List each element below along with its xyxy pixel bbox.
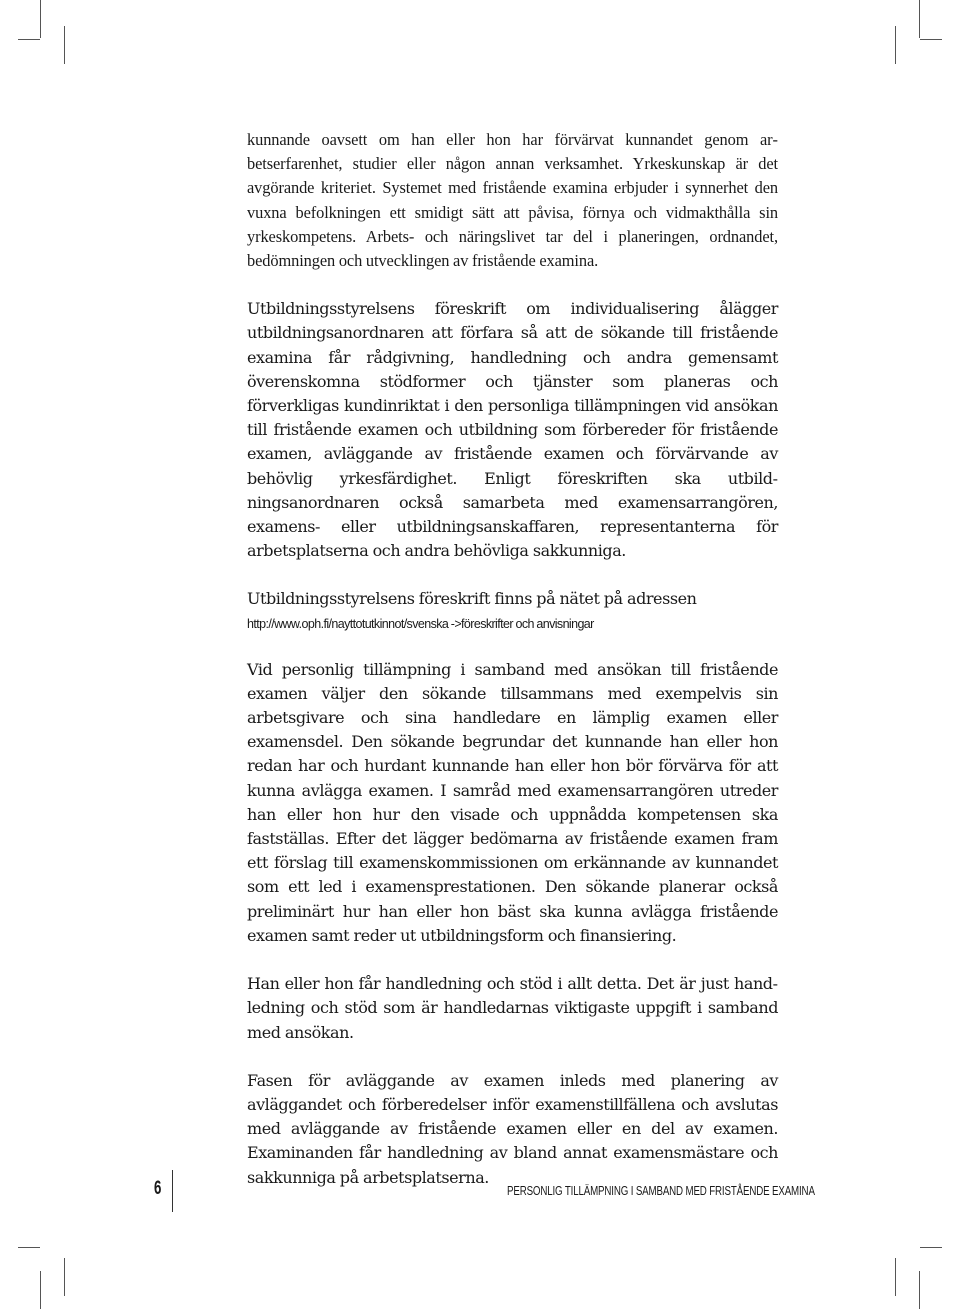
url-block — [247, 587, 778, 633]
page-body — [247, 128, 778, 1214]
crop-mark-bottom-left-vertical — [40, 1271, 41, 1309]
crop-mark-bottom-left-horizontal — [18, 1247, 40, 1248]
crop-mark-top-left-vertical-inner — [64, 26, 65, 64]
paragraph-regulation: Utbildningsstyrelsens föreskrift om individualisering ålägger utbildningsanordnaren att förfara så att de sökande till fristående examina får rådgivning, handledning och andra gemensamt överenskomna stödformer och tjänster som planeras och förverkligas kundinriktat i den personliga tillämpningen vid ansökan till fristående examen och utbildning som förbereder för fristående examen, avläggande av fristående examen och förvärvande av behövlig yrkesfärdighet. Enligt föreskriften ska utbildningsanordnaren också samarbeta med examensarrangören, examens- eller utbildningsanskaffaren, representanterna för arbetsplatserna och andra behövliga sakkunniga. — [247, 299, 778, 561]
crop-mark-bottom-left-vertical-inner — [64, 1258, 65, 1296]
crop-mark-top-right-vertical — [919, 0, 920, 38]
paragraph-intro: kunnande oavsett om han eller hon har förvärvat kunnandet genom arbetserfarenhet, studier eller någon annan verksamhet. Yrkeskunskap är det avgörande kriteriet. Systemet med fristående examina erbjuder i synnerhet den vuxna befolkningen ett smidigt sätt att påvisa, förnya och vidmakthålla sin yrkeskompetens. Arbets- och näringslivet tar del i planeringen, ordnandet, bedömningen och utvecklingen av fristående examina. — [247, 130, 778, 271]
footer-divider — [172, 1170, 173, 1212]
running-title: PERSONLIG TILLÄMPNING I SAMBAND MED FRISTÅENDE EXAMINA — [507, 1184, 815, 1198]
url-intro: Utbildningsstyrelsens föreskrift finns på nätet på adressen — [247, 589, 697, 609]
page-number: 6 — [154, 1178, 162, 1199]
crop-mark-bottom-right-vertical-inner — [895, 1258, 896, 1296]
crop-mark-top-left-vertical — [40, 0, 41, 38]
paragraph-personal-application: Vid personlig tillämpning i samband med ansökan till fristående examen väljer den sökande tillsammans med exempelvis sin arbetsgivare och sina handledare en lämplig examen eller examensdel. Den sökande begrundar det kunnande han eller hon redan har och hurdant kunnande han eller hon bör förvärva för att kunna avlägga examen. I samråd med examensarrangören utreder han eller hon hur den visade och uppnådda kompetensen ska fastställas. Efter det lägger bedömarna av fristående examen fram ett förslag till examenskommissionen om erkännande av kunnandet som ett led i examensprestationen. Den sökande planerar också preliminärt hur han eller hon bäst ska kunna avlägga fristående examen samt reder ut utbildningsform och finansiering. — [247, 659, 778, 945]
crop-mark-bottom-right-vertical — [919, 1271, 920, 1309]
paragraph-guidance: Han eller hon får handledning och stöd i allt detta. Det är just handledning och stöd som är handledarnas viktigaste uppgift i samband med ansökan. — [247, 974, 778, 1042]
regulation-link[interactable]: http://www.oph.fi/nayttotutkinnot/svenska ->föreskrifter och anvisningar — [247, 616, 594, 631]
crop-mark-top-left-horizontal — [18, 39, 40, 40]
crop-mark-top-right-horizontal — [920, 39, 942, 40]
paragraph-exam-phase: Fasen för avläggande av examen inleds med planering av avläggandet och förberedelser inför examenstillfällena och avslutas med avläggande av fristående examen eller en del av examen. Examinanden får handledning av bland annat examensmästare och sakkunniga på arbetsplatserna. — [247, 1070, 778, 1187]
crop-mark-bottom-right-horizontal — [920, 1247, 942, 1248]
crop-mark-top-right-vertical-inner — [895, 26, 896, 64]
